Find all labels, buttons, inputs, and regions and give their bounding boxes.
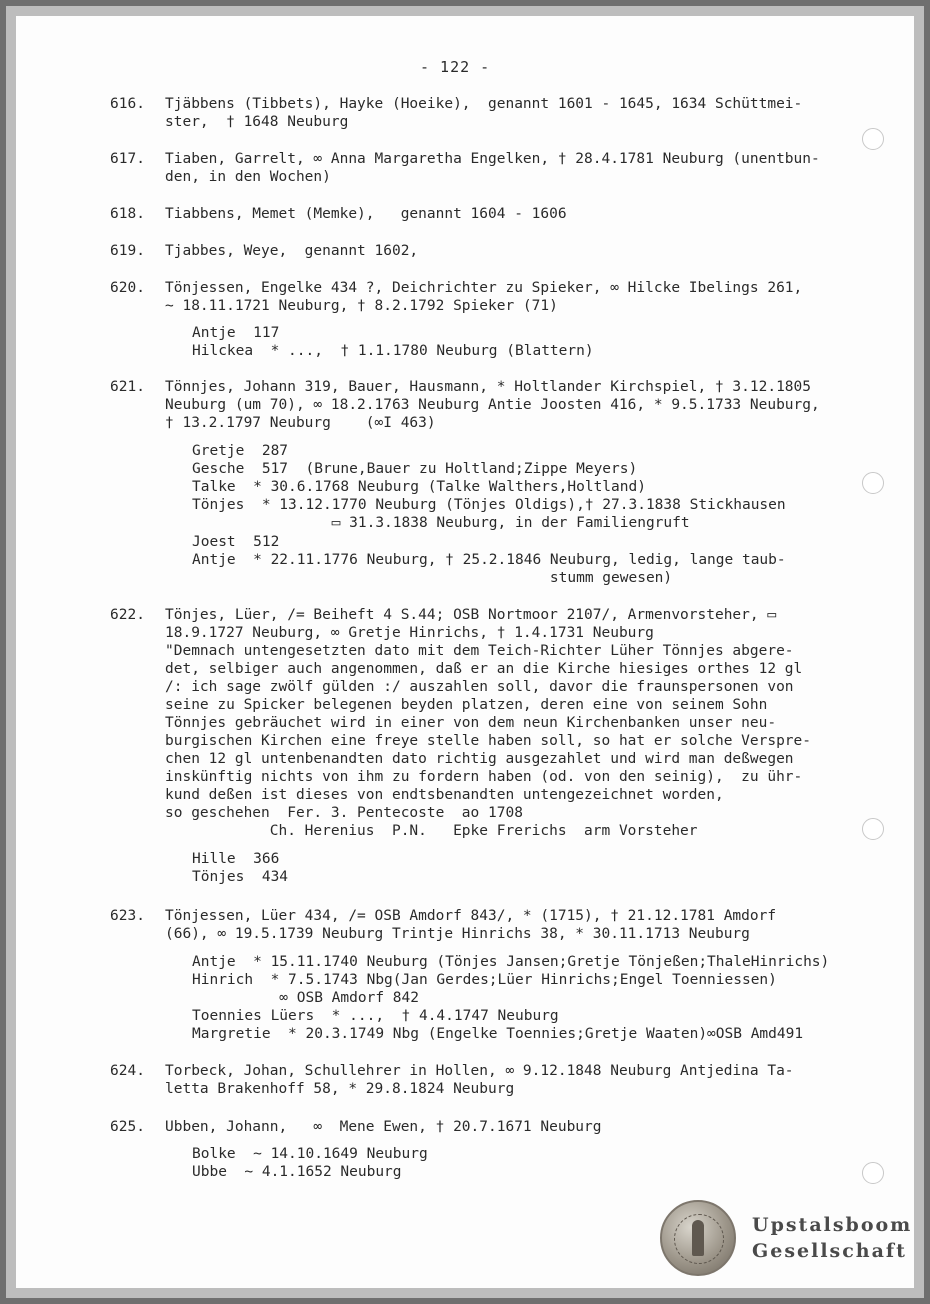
punch-hole — [862, 1162, 884, 1184]
entry-line: ster, † 1648 Neuburg — [165, 114, 349, 130]
child-line: Talke * 30.6.1768 Neuburg (Talke Walthers,Holtland) — [192, 479, 646, 495]
logo-line-2: Gesellschaft — [752, 1240, 907, 1262]
entry-line: seine zu Spicker belegenen beyden platzen, deren eine von seinem Sohn — [165, 697, 768, 713]
child-line: Hille 366 — [192, 851, 280, 867]
child-line: Gesche 517 (Brune,Bauer zu Holtland;Zippe Meyers) — [192, 461, 638, 477]
entry-line: /: ich sage zwölf gülden :/ auszahlen soll, davor die fraunspersonen von — [165, 679, 794, 695]
child-line: Toennies Lüers * ..., † 4.4.1747 Neuburg — [192, 1008, 559, 1024]
child-line: Antje 117 — [192, 325, 280, 341]
punch-hole — [862, 472, 884, 494]
child-line: Tönjes * 13.12.1770 Neuburg (Tönjes Oldigs),† 27.3.1838 Stickhausen — [192, 497, 786, 513]
entry-line: chen 12 gl untenbenandten dato richtig ausgezahlet und wird man deßwegen — [165, 751, 794, 767]
entry-line: kund deßen ist dieses von endtsbenandten untengezeichnet worden, — [165, 787, 724, 803]
entry-line: Tjäbbens (Tibbets), Hayke (Hoeike), genannt 1601 - 1645, 1634 Schüttmei- — [165, 96, 803, 112]
logo-line-1: Upstalsboom — [752, 1214, 913, 1236]
entry-line: 18.9.1727 Neuburg, ∞ Gretje Hinrichs, † 1.4.1731 Neuburg — [165, 625, 654, 641]
entry-line: Tönjes, Lüer, /= Beiheft 4 S.44; OSB Nortmoor 2107/, Armenvorsteher, ▭ — [165, 607, 777, 623]
entry-line: Torbeck, Johan, Schullehrer in Hollen, ∞ 9.12.1848 Neuburg Antjedina Ta- — [165, 1063, 794, 1079]
child-line: Antje * 22.11.1776 Neuburg, † 25.2.1846 Neuburg, ledig, lange taub- — [192, 552, 786, 568]
entry-line: Tiabbens, Memet (Memke), genannt 1604 - 1606 — [165, 206, 567, 222]
page-number: - 122 - — [420, 58, 491, 76]
society-logo — [660, 1200, 913, 1274]
entry-line: Tönnjes gebräuchet wird in einer von dem neun Kirchenbanken unser neu- — [165, 715, 777, 731]
entry-number: 616. — [110, 96, 145, 112]
entry-number: 622. — [110, 607, 145, 623]
entry-line: burgischen Kirchen eine freye stelle haben soll, so hat er solche Verspre- — [165, 733, 812, 749]
entry-number: 621. — [110, 379, 145, 395]
child-line: Margretie * 20.3.1749 Nbg (Engelke Toennies;Gretje Waaten)∞OSB Amd491 — [192, 1026, 804, 1042]
entry-line: Tiaben, Garrelt, ∞ Anna Margaretha Engelken, † 28.4.1781 Neuburg (unentbun- — [165, 151, 820, 167]
entry-line: den, in den Wochen) — [165, 169, 331, 185]
entry-number: 618. — [110, 206, 145, 222]
punch-hole — [862, 818, 884, 840]
entry-line: so geschehen Fer. 3. Pentecoste ao 1708 — [165, 805, 523, 821]
entry-line: det, selbiger auch angenommen, daß er an die Kirche hiesiges orthes 12 gl — [165, 661, 803, 677]
seal-icon — [660, 1200, 736, 1276]
child-line: Joest 512 — [192, 534, 280, 550]
punch-hole — [862, 128, 884, 150]
entry-number: 617. — [110, 151, 145, 167]
child-line: Ubbe ~ 4.1.1652 Neuburg — [192, 1164, 402, 1180]
entry-line: inskünftig nichts von ihm zu fordern haben (od. von den seinig), zu ühr- — [165, 769, 803, 785]
child-line: ▭ 31.3.1838 Neuburg, in der Familiengruft — [192, 515, 690, 531]
entry-line: Neuburg (um 70), ∞ 18.2.1763 Neuburg Antie Joosten 416, * 9.5.1733 Neuburg, — [165, 397, 820, 413]
child-line: Hinrich * 7.5.1743 Nbg(Jan Gerdes;Lüer Hinrichs;Engel Toenniessen) — [192, 972, 777, 988]
entry-number: 625. — [110, 1119, 145, 1135]
child-line: Bolke ~ 14.10.1649 Neuburg — [192, 1146, 428, 1162]
child-line: stumm gewesen) — [192, 570, 673, 586]
entry-line: "Demnach untengesetzten dato mit dem Teich-Richter Lüher Tönnjes abgere- — [165, 643, 794, 659]
child-line: Antje * 15.11.1740 Neuburg (Tönjes Jansen;Gretje Tönjeßen;ThaleHinrichs) — [192, 954, 830, 970]
entry-line: (66), ∞ 19.5.1739 Neuburg Trintje Hinrichs 38, * 30.11.1713 Neuburg — [165, 926, 750, 942]
child-line: Tönjes 434 — [192, 869, 289, 885]
child-line: Hilckea * ..., † 1.1.1780 Neuburg (Blattern) — [192, 343, 594, 359]
entry-line: Tönjessen, Lüer 434, /= OSB Amdorf 843/, * (1715), † 21.12.1781 Amdorf — [165, 908, 777, 924]
entry-line: Ubben, Johann, ∞ Mene Ewen, † 20.7.1671 Neuburg — [165, 1119, 602, 1135]
entry-line: letta Brakenhoff 58, * 29.8.1824 Neuburg — [165, 1081, 515, 1097]
child-line: ∞ OSB Amdorf 842 — [192, 990, 419, 1006]
entry-line: Tjabbes, Weye, genannt 1602, — [165, 243, 419, 259]
entry-line: Tönnjes, Johann 319, Bauer, Hausmann, * Holtlander Kirchspiel, † 3.12.1805 — [165, 379, 812, 395]
entry-number: 624. — [110, 1063, 145, 1079]
entry-line: ~ 18.11.1721 Neuburg, † 8.2.1792 Spieker (71) — [165, 298, 558, 314]
entry-number: 623. — [110, 908, 145, 924]
entry-line: Tönjessen, Engelke 434 ?, Deichrichter zu Spieker, ∞ Hilcke Ibelings 261, — [165, 280, 803, 296]
child-line: Gretje 287 — [192, 443, 289, 459]
entry-line: Ch. Herenius P.N. Epke Frerichs arm Vorsteher — [165, 823, 698, 839]
entry-line: † 13.2.1797 Neuburg (∞I 463) — [165, 415, 436, 431]
entry-number: 619. — [110, 243, 145, 259]
entry-number: 620. — [110, 280, 145, 296]
